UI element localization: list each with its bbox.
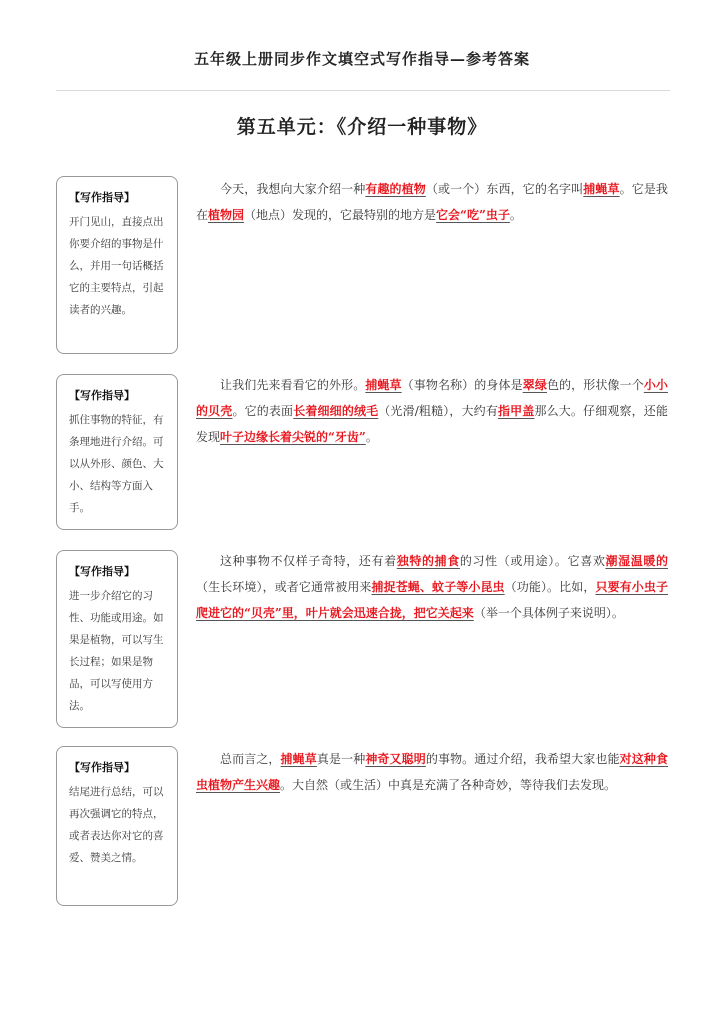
answer-blank: 翠绿 (522, 378, 547, 392)
static-text: 真是一种 (316, 752, 366, 766)
header-divider (56, 90, 670, 91)
static-text: 色的，形状像一个 (546, 378, 644, 392)
static-text: （功能）。比如， (504, 580, 596, 594)
static-text: 今天，我想向大家介绍一种 (220, 182, 366, 196)
static-text: （生长环境），或者它通常被用来 (196, 580, 372, 594)
answer-blank: 捕蝇草 (280, 752, 317, 766)
guide-title: 【写作指导】 (69, 191, 135, 204)
writing-guide-box-4 (56, 746, 178, 906)
static-text: （事物名称）的身体是 (401, 378, 523, 392)
static-text: 。大自然（或生活）中真是充满了各种奇妙，等待我们去发现。 (280, 778, 617, 792)
answer-blank: 捕捉苍蝇、蚊子等小昆虫 (371, 580, 505, 594)
answer-blank: 潮湿温暖的 (605, 554, 668, 568)
guide-title: 【写作指导】 (69, 565, 135, 578)
static-text: （地点）发现的，它最特别的地方是 (244, 208, 437, 222)
writing-guide-box-2 (56, 374, 178, 530)
answer-blank: 小小的贝壳 (196, 378, 668, 418)
static-text: （或一个）东西，它的名字叫 (425, 182, 584, 196)
static-text: 的事物。通过介绍，我希望大家也能 (425, 752, 620, 766)
guide-body: 结尾进行总结，可以再次强调它的特点，或者表达你对它的喜爱、赞美之情。 (69, 786, 164, 864)
answer-blank: 长着细细的绒毛 (293, 404, 379, 418)
answer-blank: 指甲盖 (497, 404, 535, 418)
static-text: （光滑/粗糙），大约有 (378, 404, 498, 418)
unit-title: 第五单元：《介绍一种事物》 (236, 116, 488, 138)
paragraph-3 (196, 548, 668, 626)
document-header: 五年级上册同步作文填空式写作指导—参考答案 (193, 50, 530, 68)
static-text: 。 (509, 208, 522, 222)
answer-blank: 捕蝇草 (365, 378, 402, 392)
static-text: 让我们先来看看它的外形。 (220, 378, 366, 392)
answer-blank: 只要有小虫子爬进它的“贝壳”里，叶片就会迅速合拢，把它关起来 (196, 580, 668, 620)
guide-body: 开门见山，直接点出你要介绍的事物是什么，并用一句话概括它的主要特点，引起读者的兴趣。 (69, 216, 164, 316)
static-text: 这种事物不仅样子奇特，还有着 (220, 554, 397, 568)
writing-guide-box-1 (56, 176, 178, 354)
guide-body: 进一步介绍它的习性、功能或用途。如果是植物，可以写生长过程；如果是物品，可以写使用方法。 (69, 590, 164, 712)
answer-blank: 捕蝇草 (583, 182, 620, 196)
answer-blank: 叶子边缘长着尖锐的“牙齿” (220, 430, 366, 444)
guide-title: 【写作指导】 (69, 761, 135, 774)
static-text: 那么大。仔细观察，还能发现 (196, 404, 668, 444)
paragraph-1 (196, 176, 668, 228)
guide-title: 【写作指导】 (69, 389, 135, 402)
answer-blank: 神奇又聪明 (365, 752, 426, 766)
answer-blank: 植物园 (208, 208, 245, 222)
static-text: 总而言之， (220, 752, 281, 766)
static-text: 。 (365, 430, 378, 444)
paragraph-4 (196, 746, 668, 798)
guide-body: 抓住事物的特征，有条理地进行介绍。可以从外形、颜色、大小、结构等方面入手。 (69, 414, 164, 514)
answer-blank: 独特的捕食 (396, 554, 460, 568)
writing-guide-box-3 (56, 550, 178, 728)
answer-blank: 对这种食虫植物产生兴趣 (196, 752, 668, 792)
paragraph-2 (196, 372, 668, 450)
answer-blank: 有趣的植物 (365, 182, 426, 196)
static-text: 。它的表面 (232, 404, 294, 418)
static-text: 的习性（或用途）。它喜欢 (459, 554, 606, 568)
static-text: （举一个具体例子来说明）。 (473, 606, 624, 620)
static-text: 。它是我在 (196, 182, 668, 222)
answer-blank: 它会“吃”虫子 (436, 208, 510, 222)
